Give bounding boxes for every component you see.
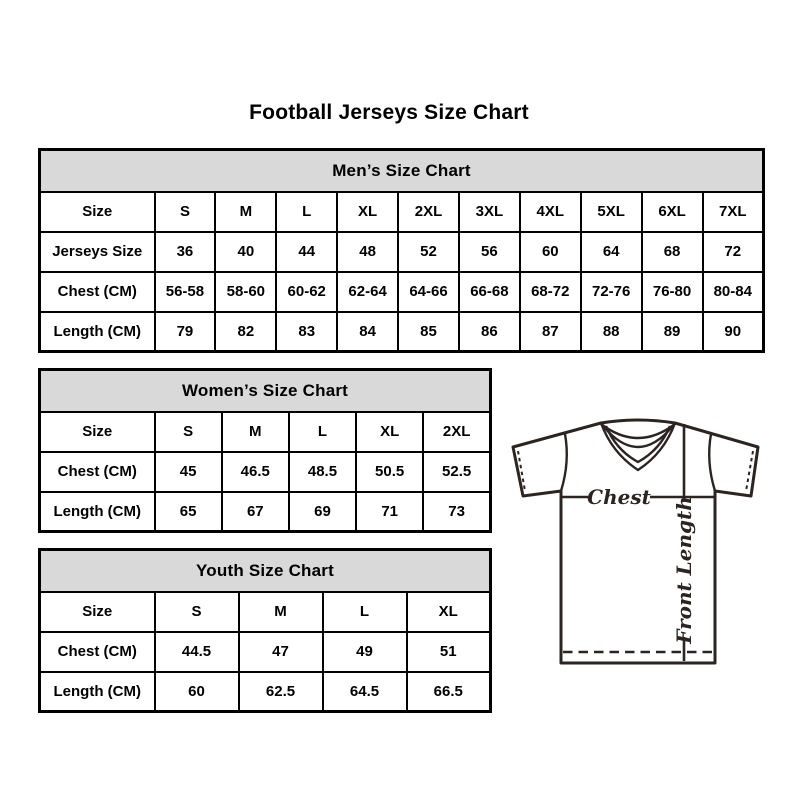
cell-value: L [323, 592, 407, 632]
cell-value: 83 [276, 312, 337, 352]
cell-value: S [155, 592, 239, 632]
cell-value: 84 [337, 312, 398, 352]
cell-value: 47 [239, 632, 323, 672]
front-length-label: Front Length [672, 496, 696, 644]
cell-value: S [155, 192, 216, 232]
row-label: Chest (CM) [40, 452, 155, 492]
cell-value: 64.5 [323, 672, 407, 712]
table-row [40, 312, 764, 352]
mens-table-title: Men’s Size Chart [40, 150, 764, 192]
cell-value: M [215, 192, 276, 232]
jersey-measurement-diagram [496, 408, 776, 672]
cell-value: 79 [155, 312, 216, 352]
cell-value: 80-84 [703, 272, 764, 312]
cell-value: 86 [459, 312, 520, 352]
table-row [40, 632, 491, 672]
cell-value: 89 [642, 312, 703, 352]
cell-value: XL [356, 412, 423, 452]
row-label: Jerseys Size [40, 232, 155, 272]
table-row [40, 672, 491, 712]
cell-value: 46.5 [222, 452, 289, 492]
cell-value: 52.5 [423, 452, 490, 492]
cell-value: 68 [642, 232, 703, 272]
cell-value: 71 [356, 492, 423, 532]
row-label: Size [40, 192, 155, 232]
cell-value: 50.5 [356, 452, 423, 492]
chest-label: Chest [587, 485, 651, 509]
table-row [40, 232, 764, 272]
mens-size-chart-table [38, 148, 765, 353]
cell-value: 73 [423, 492, 490, 532]
womens-table-title: Women’s Size Chart [40, 370, 491, 412]
cell-value: 56-58 [155, 272, 216, 312]
cell-value: 88 [581, 312, 642, 352]
cell-value: 64 [581, 232, 642, 272]
cell-value: 2XL [398, 192, 459, 232]
cell-value: 44.5 [155, 632, 239, 672]
row-label: Size [40, 412, 155, 452]
table-row [40, 192, 764, 232]
cell-value: 60-62 [276, 272, 337, 312]
row-label: Chest (CM) [40, 272, 155, 312]
row-label: Length (CM) [40, 312, 155, 352]
cell-value: 52 [398, 232, 459, 272]
row-label: Chest (CM) [40, 632, 155, 672]
cell-value: 48 [337, 232, 398, 272]
cell-value: 58-60 [215, 272, 276, 312]
table-row [40, 412, 491, 452]
cell-value: 49 [323, 632, 407, 672]
cell-value: 66.5 [407, 672, 491, 712]
cell-value: S [155, 412, 222, 452]
cell-value: 64-66 [398, 272, 459, 312]
youth-size-chart-table [38, 548, 492, 713]
womens-size-chart-table [38, 368, 492, 533]
cell-value: 68-72 [520, 272, 581, 312]
cell-value: 36 [155, 232, 216, 272]
youth-table-title: Youth Size Chart [40, 550, 491, 592]
cell-value: 69 [289, 492, 356, 532]
cell-value: L [289, 412, 356, 452]
cell-value: 60 [520, 232, 581, 272]
cell-value: 7XL [703, 192, 764, 232]
cell-value: 85 [398, 312, 459, 352]
cell-value: 44 [276, 232, 337, 272]
cell-value: 62-64 [337, 272, 398, 312]
jersey-outline [513, 420, 758, 663]
table-row [40, 452, 491, 492]
cell-value: 40 [215, 232, 276, 272]
row-label: Length (CM) [40, 672, 155, 712]
cell-value: 56 [459, 232, 520, 272]
cell-value: 45 [155, 452, 222, 492]
cell-value: M [222, 412, 289, 452]
cell-value: L [276, 192, 337, 232]
table-header-row [40, 370, 491, 412]
table-row [40, 492, 491, 532]
cell-value: 67 [222, 492, 289, 532]
cell-value: XL [407, 592, 491, 632]
cell-value: XL [337, 192, 398, 232]
page-title: Football Jerseys Size Chart [249, 101, 529, 124]
cell-value: 5XL [581, 192, 642, 232]
cell-value: M [239, 592, 323, 632]
cell-value: 87 [520, 312, 581, 352]
cell-value: 76-80 [642, 272, 703, 312]
cell-value: 66-68 [459, 272, 520, 312]
row-label: Size [40, 592, 155, 632]
cell-value: 90 [703, 312, 764, 352]
cell-value: 72 [703, 232, 764, 272]
cell-value: 51 [407, 632, 491, 672]
cell-value: 3XL [459, 192, 520, 232]
table-header-row [40, 550, 491, 592]
cell-value: 48.5 [289, 452, 356, 492]
cell-value: 60 [155, 672, 239, 712]
cell-value: 6XL [642, 192, 703, 232]
table-row [40, 272, 764, 312]
cell-value: 4XL [520, 192, 581, 232]
cell-value: 82 [215, 312, 276, 352]
cell-value: 65 [155, 492, 222, 532]
cell-value: 72-76 [581, 272, 642, 312]
cell-value: 2XL [423, 412, 490, 452]
row-label: Length (CM) [40, 492, 155, 532]
table-row [40, 592, 491, 632]
cell-value: 62.5 [239, 672, 323, 712]
table-header-row [40, 150, 764, 192]
